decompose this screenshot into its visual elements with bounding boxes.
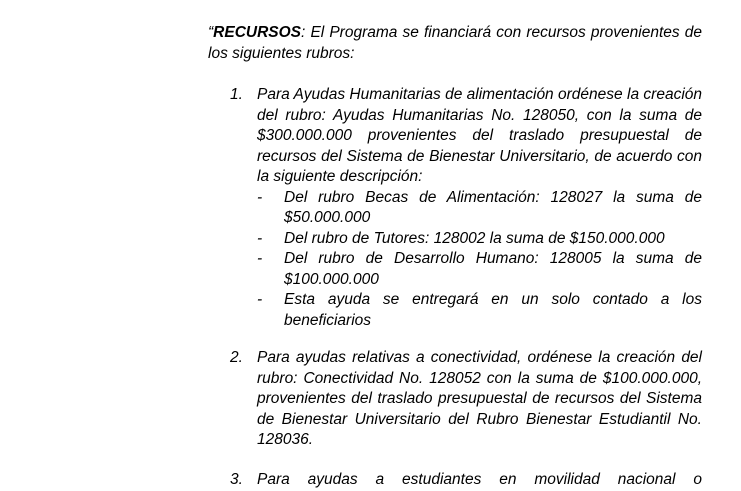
- list-item-number: 2.: [230, 349, 243, 366]
- list-item-text: Para ayudas relativas a conectividad, ordénese la creación del rubro: Conectividad No. 128052 con la suma de $100.000.000, provenientes del traslado presupuestal de recursos del Sistema de Bienestar Universitario del Rubro Bienestar Estudiantil No. 128036.: [257, 349, 702, 448]
- sub-item-text: Del rubro Becas de Alimentación: 128027 la suma de $50.000.000: [284, 188, 702, 226]
- list-item-1: [230, 85, 702, 331]
- dash-bullet: -: [257, 188, 263, 206]
- sub-item-becas: [257, 188, 702, 229]
- open-quote: “: [208, 24, 214, 41]
- list-item-text: Para Ayudas Humanitarias de alimentación ordénese la creación del rubro: Ayudas Humanitarias No. 128050, con la suma de $300.000.000 provenientes del traslado presupuestal de recursos del Sistema de Bienestar Universitario, de acuerdo con la siguiente descripción:: [257, 86, 702, 185]
- list-item-number: 1.: [230, 86, 243, 103]
- list-item-3: [230, 470, 702, 491]
- sub-item-entrega: [257, 290, 702, 331]
- sub-item-tutores: [257, 229, 702, 250]
- recursos-keyword: RECURSOS: [213, 24, 302, 41]
- dash-bullet: -: [257, 291, 263, 308]
- sub-item-text: Del rubro de Tutores: 128002 la suma de $150.000.000: [284, 229, 665, 247]
- dash-bullet: -: [257, 250, 263, 267]
- list-item-2: [230, 348, 702, 451]
- list-item-number: 3.: [230, 471, 243, 488]
- sub-item-text: Del rubro de Desarrollo Humano: 128005 la suma de $100.000.000: [284, 250, 702, 288]
- recursos-paragraph: [208, 23, 702, 64]
- sub-item-desarrollo: [257, 249, 702, 290]
- sub-item-text: Esta ayuda se entregará en un solo contado a los beneficiarios: [284, 291, 702, 329]
- intro-lead: [208, 24, 702, 62]
- list-item-text: Para ayudas a estudiantes en movilidad nacional o: [257, 471, 702, 488]
- dash-bullet: -: [257, 229, 263, 247]
- intro-text: : El Programa se financiará con recursos provenientes de los siguientes rubros:: [208, 24, 702, 62]
